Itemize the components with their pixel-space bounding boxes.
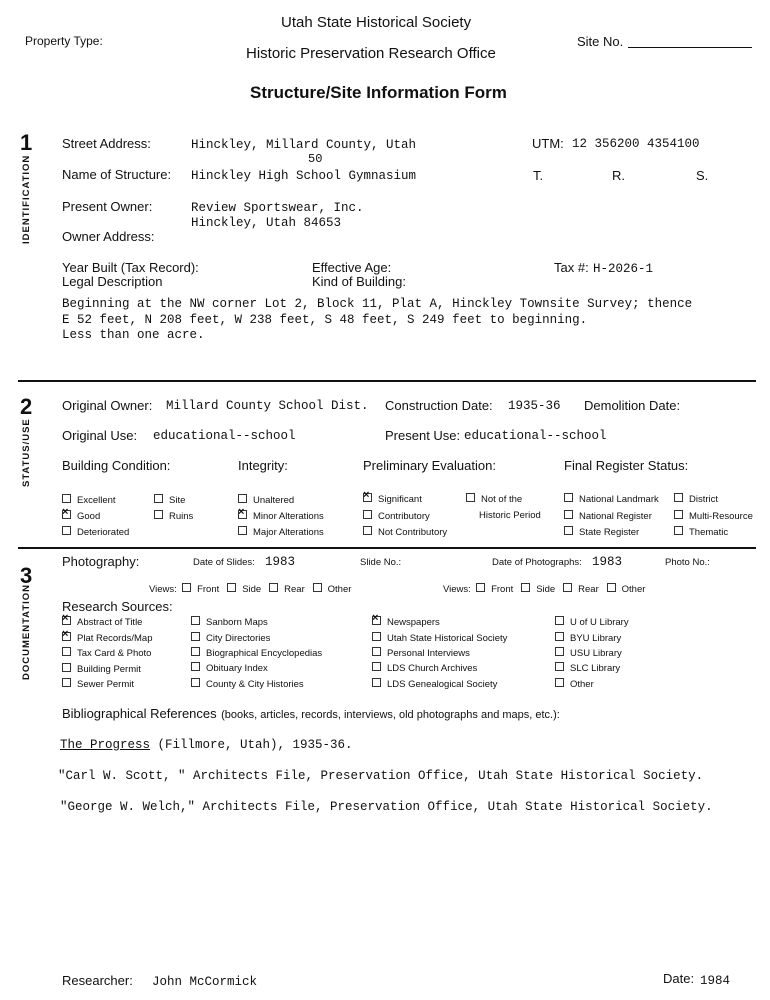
reference-3: "George W. Welch," Architects File, Preservation Office, Utah State Historical Society. [60,800,713,814]
section-1-side-label: IDENTIFICATION [21,154,32,244]
checkbox-icon [555,678,564,687]
section-divider-1 [18,380,756,382]
source-interviews[interactable] [372,647,470,659]
option-label: USU Library [570,648,622,659]
checkbox-icon[interactable] [521,583,530,592]
final-register-label: Final Register Status: [564,458,689,473]
date-of-slides-value[interactable]: 1983 [265,555,296,569]
source-newspapers[interactable] [372,616,440,628]
source-biographical[interactable] [191,647,322,659]
handwritten-note: 50 [308,152,323,166]
register-district[interactable] [674,493,718,505]
option-label: City Directories [206,633,271,644]
checkbox-icon[interactable] [313,583,322,592]
option-label: Good [77,511,101,522]
reference-2: "Carl W. Scott, " Architects File, Preservation Office, Utah State Historical Society. [58,769,704,783]
structure-name-value[interactable]: Hinckley High School Gymnasium [191,169,417,183]
option-label: BYU Library [570,633,622,644]
checkbox-icon[interactable] [563,583,572,592]
checkbox-icon [191,647,200,656]
original-owner-label: Original Owner: [62,398,153,413]
register-national-register[interactable] [564,510,652,522]
option-label: LDS Church Archives [387,663,478,674]
checkbox-icon [191,616,200,625]
option-label: Abstract of Title [77,617,143,628]
source-building-permit[interactable] [62,663,141,675]
preliminary-evaluation-label: Preliminary Evaluation: [363,458,496,473]
office-name: Historic Preservation Research Office [246,45,496,62]
checkbox-icon [62,647,71,656]
owner-line2[interactable]: Hinckley, Utah 84653 [191,216,342,230]
owner-line1[interactable]: Review Sportswear, Inc. [191,201,364,215]
view-front-label: Front [491,584,514,595]
section-3-number: 3 [20,563,33,588]
date-of-photos-label: Date of Photographs: [492,557,582,568]
checked-box-icon [62,616,71,625]
construction-date-label: Construction Date: [385,398,493,413]
register-national-landmark[interactable] [564,493,659,505]
option-label: Obituary Index [206,663,268,674]
site-no-label: Site No. [577,34,624,49]
checkbox-icon [564,493,573,502]
present-use-label: Present Use: [385,428,461,443]
checkbox-icon [466,493,475,502]
construction-date-value[interactable]: 1935-36 [508,399,561,413]
original-use-label: Original Use: [62,428,138,443]
checkbox-icon [564,510,573,519]
photo-no-label: Photo No.: [665,557,710,568]
option-label: Plat Records/Map [77,633,153,644]
tax-number-value[interactable]: H-2026-1 [593,262,654,276]
reference-1-rest: (Fillmore, Utah), 1935-36. [150,738,353,752]
source-abstract[interactable] [62,616,142,628]
option-label: Site [169,495,186,506]
checkbox-icon [555,616,564,625]
bibliography-heading [62,705,560,723]
legal-description-line3: Less than one acre. [62,328,205,342]
source-lds-archives[interactable] [372,662,477,674]
option-label: Utah State Historical Society [387,633,508,644]
checked-box-icon [62,632,71,641]
slides-views [149,583,351,595]
checkbox-icon [674,493,683,502]
present-owner-label: Present Owner: [62,199,153,214]
view-front-label: Front [197,584,220,595]
option-label: U of U Library [570,617,629,628]
source-lds-genealogical[interactable] [372,678,497,690]
checkbox-icon [372,678,381,687]
utm-label: UTM: [532,136,564,151]
view-other-label: Other [621,584,646,595]
option-label: SLC Library [570,663,621,674]
evaluation-significant[interactable] [363,493,422,505]
option-label: District [689,494,719,505]
option-label: Excellent [77,495,116,506]
date-label: Date: [663,971,695,986]
original-owner-value[interactable]: Millard County School Dist. [166,399,369,413]
source-ushs[interactable] [372,632,507,644]
checkbox-icon[interactable] [607,583,616,592]
checked-box-icon [62,510,71,519]
option-label: National Register [579,511,652,522]
reference-1 [60,738,353,752]
integrity-unaltered[interactable] [238,494,294,506]
register-state-register[interactable] [564,526,639,538]
checkbox-icon [238,526,247,535]
option-label: Unaltered [253,495,295,506]
evaluation-not-contributory[interactable] [363,526,447,538]
option-label: County & City Histories [206,679,304,690]
source-byu[interactable] [555,632,621,644]
option-label: Newspapers [387,617,440,628]
source-sanborn[interactable] [191,616,268,628]
register-multi-resource[interactable] [674,510,753,522]
checkbox-icon [62,678,71,687]
research-sources-label: Research Sources: [62,599,173,614]
site-no-field[interactable] [628,47,752,48]
source-usu[interactable] [555,647,622,659]
option-label: Not Contributory [378,527,448,538]
views-label: Views: [443,584,471,595]
evaluation-not-historic[interactable] [466,493,522,505]
option-label: Sewer Permit [77,679,135,690]
option-label: National Landmark [579,494,659,505]
structure-name-label: Name of Structure: [62,167,172,182]
demolition-date-label: Demolition Date: [584,398,681,413]
checkbox-icon [372,632,381,641]
integrity-label: Integrity: [238,458,288,473]
source-city-directories[interactable] [191,632,270,644]
tax-number-label: Tax #: [554,260,589,275]
checkbox-icon [555,647,564,656]
checkbox-icon [154,494,163,503]
year-built-label: Year Built (Tax Record): [62,260,199,275]
section-3-side-label: DOCUMENTATION [21,583,32,680]
condition-excellent[interactable] [62,494,116,506]
checkbox-icon [154,510,163,519]
original-use-value[interactable]: educational--school [153,429,296,443]
option-label: Contributory [378,511,430,522]
view-other-label: Other [327,584,352,595]
photos-views [443,583,645,595]
views-label: Views: [149,584,177,595]
checkbox-icon [62,663,71,672]
section-divider-2 [18,547,756,549]
legal-description-line2: E 52 feet, N 208 feet, W 238 feet, S 48 feet, S 249 feet to beginning. [62,313,588,327]
checkbox-icon [564,526,573,535]
legal-description-label: Legal Description [62,274,163,289]
condition-good[interactable] [62,510,100,522]
checkbox-icon [674,526,683,535]
legal-description-line1: Beginning at the NW corner Lot 2, Block 11, Plat A, Hinckley Townsite Survey; thence [62,297,693,311]
building-condition-label: Building Condition: [62,458,171,473]
section-2-side-label: STATUS/USE [21,418,32,487]
effective-age-label: Effective Age: [312,260,392,275]
street-address-label: Street Address: [62,136,151,151]
checkbox-icon[interactable] [182,583,191,592]
option-label: Biographical Encyclopedias [206,648,323,659]
bibliography-label: Bibliographical References [62,706,217,721]
checkbox-icon[interactable] [227,583,236,592]
view-rear-label: Rear [284,584,305,595]
researcher-label: Researcher: [62,973,133,988]
option-label: Significant [378,494,422,505]
option-label: Other [570,679,594,690]
checkbox-icon [372,647,381,656]
checkbox-icon [555,662,564,671]
owner-address-label: Owner Address: [62,229,155,244]
source-plat[interactable] [62,632,153,644]
section-label: S. [696,168,709,183]
view-rear-label: Rear [578,584,599,595]
evaluation-not-historic-line2: Historic Period [479,510,541,521]
option-label: Thematic [689,527,729,538]
checkbox-icon [555,632,564,641]
property-type-label: Property Type: [25,34,103,48]
source-tax-card[interactable] [62,647,151,659]
option-label: Personal Interviews [387,648,470,659]
checkbox-icon [372,662,381,671]
form-title: Structure/Site Information Form [250,83,507,102]
street-address-value[interactable]: Hinckley, Millard County, Utah [191,138,417,152]
present-use-value[interactable]: educational--school [464,429,607,443]
source-uofu[interactable] [555,616,629,628]
org-name: Utah State Historical Society [281,14,472,31]
integrity-minor[interactable] [238,510,324,522]
source-obituary[interactable] [191,662,268,674]
source-county-histories[interactable] [191,678,304,690]
checkbox-icon [238,494,247,503]
checked-box-icon [238,510,247,519]
evaluation-contributory[interactable] [363,510,430,522]
register-thematic[interactable] [674,526,728,538]
researcher-value[interactable]: John McCormick [152,975,258,989]
checkbox-icon [363,526,372,535]
view-side-label: Side [536,584,556,595]
view-side-label: Side [242,584,262,595]
option-label: LDS Genealogical Society [387,679,498,690]
checkbox-icon [62,526,71,535]
section-2-number: 2 [20,394,33,419]
checkbox-icon[interactable] [269,583,278,592]
section-1-number: 1 [20,130,33,155]
option-label: Building Permit [77,664,141,675]
checkbox-icon [191,632,200,641]
bibliography-note: (books, articles, records, interviews, old photographs and maps, etc.): [221,709,560,721]
option-label: Not of the [481,494,523,505]
checkbox-icon [363,510,372,519]
option-label: Sanborn Maps [206,617,268,628]
option-label: Minor Alterations [253,511,324,522]
option-label: State Register [579,527,640,538]
checkbox-icon [62,494,71,503]
option-label: Major Alterations [253,527,324,538]
checked-box-icon [363,493,372,502]
date-of-slides-label: Date of Slides: [193,557,255,568]
checked-box-icon [372,616,381,625]
source-slc[interactable] [555,662,620,674]
kind-of-building-label: Kind of Building: [312,274,406,289]
option-label: Tax Card & Photo [77,648,152,659]
integrity-major[interactable] [238,526,324,538]
township-label: T. [533,168,544,183]
source-sewer-permit[interactable] [62,678,134,690]
photography-label: Photography: [62,554,140,569]
checkbox-icon [674,510,683,519]
option-label: Multi-Resource [689,511,753,522]
option-label: Ruins [169,511,194,522]
date-value[interactable]: 1984 [700,974,731,988]
slide-no-label: Slide No.: [360,557,402,568]
source-other[interactable] [555,678,594,690]
condition-deteriorated[interactable] [62,526,129,538]
condition-ruins[interactable] [154,510,193,522]
range-label: R. [612,168,625,183]
date-of-photos-value[interactable]: 1983 [592,555,623,569]
checkbox-icon [191,662,200,671]
utm-value[interactable]: 12 356200 4354100 [572,137,700,151]
checkbox-icon [191,678,200,687]
reference-1-title: The Progress [60,738,151,752]
checkbox-icon[interactable] [476,583,485,592]
condition-site[interactable] [154,494,185,506]
option-label: Deteriorated [77,527,130,538]
